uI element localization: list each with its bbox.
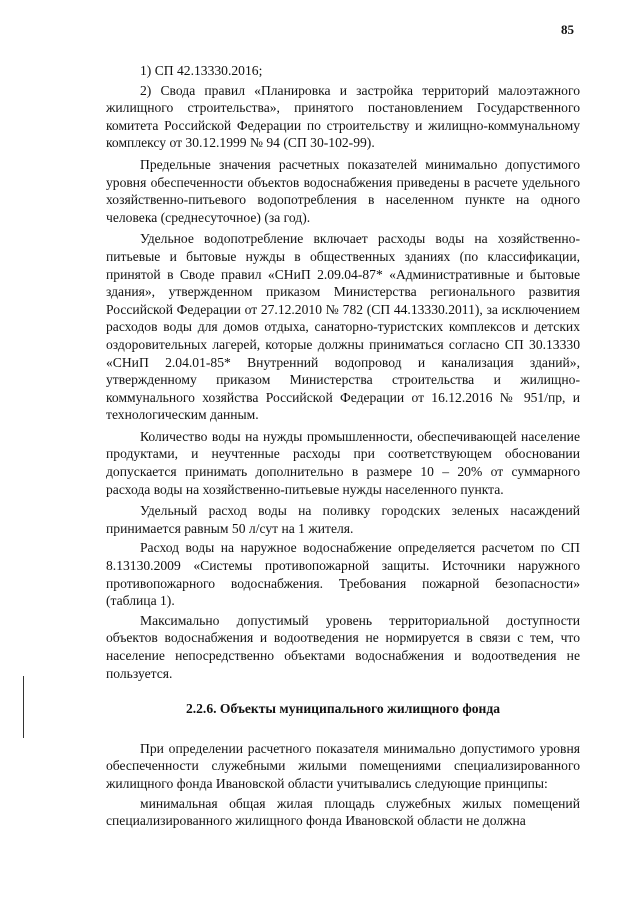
paragraph-polivka: Удельный расход воды на поливку городских зеленых насаждений принимается равным 50 л/сут на 1 жителя. <box>106 503 580 536</box>
paragraph-minimalnaya-ploshchad: минимальная общая жилая площадь служебных жилых помещений специализированного жилищного фонда Ивановской области не должна <box>106 795 580 829</box>
paragraph-kolichestvo-vody: Количество воды на нужды промышленности, обеспечивающей население продуктами, и неучтенные расходы при соответствующем обосновании допускается принимать дополнительно в размере 10 – 20% от суммарного расхода воды на хозяйственно-питьевые нужды населенного пункта. <box>106 428 580 497</box>
paragraph-territorialnaya-dostupnost: Максимально допустимый уровень территориальной доступности объектов водоснабжения и водоотведения не нормируется в связи с тем, что население непосредственно объектами водоснабжения и водоотведения не пользуется. <box>106 612 580 681</box>
page-number: 85 <box>561 22 574 37</box>
paragraph-udelnoe-vodopotreblenie: Удельное водопотребление включает расходы воды на хозяйственно-питьевые и бытовые нужды в общественных зданиях (по классификации, принятой в Своде правил «СНиП 2.09.04-87* «Административные и бытовые здания», утвержденном приказом Министерства регионального развития Российской Федерации от 27.12.2010 № 782 (СП 44.13330.2011), за исключением расходов воды для домов отдыха, санаторно-туристских комплексов и детских оздоровительных лагерей, которые должны приниматься согласно СП 30.13330 «СНиП 2.04.01-85* Внутренний водопровод и канализация зданий», утвержденному приказом Министерства строительства и жилищно-коммунального хозяйства Российской Федерации от 16.12.2016 № 951/пр, и технологическим данным. <box>106 231 580 423</box>
margin-mark <box>23 676 24 738</box>
paragraph-svod-pravil: 2) Свода правил «Планировка и застройка территорий малоэтажного жилищного строительства», принятого постановлением Государственного комитета Российской Федерации по строительству и жилищно-коммунальному комплексу от 30.12.1999 № 94 (СП 30-102-99). <box>106 82 580 151</box>
paragraph-predelnye: Предельные значения расчетных показателей минимально допустимого уровня обеспеченности объектов водоснабжения приведены в расчете удельного хозяйственно-питьевого водопотребления в населенном пункте на одного человека (среднесуточное) (за год). <box>106 156 580 225</box>
document-body <box>106 62 580 832</box>
section-heading: 2.2.6. Объекты муниципального жилищного фонда <box>185 701 501 717</box>
paragraph-pri-opredelenii: При определении расчетного показателя минимально допустимого уровня обеспеченности служебными жилыми помещениями специализированного жилищного фонда Ивановской области учитывались следующие принципы: <box>106 740 580 791</box>
paragraph-sp-42: 1) СП 42.13330.2016; <box>140 63 263 78</box>
paragraph-naruzhnoe-vodosnabzhenie: Расход воды на наружное водоснабжение определяется расчетом по СП 8.13130.2009 «Системы противопожарной защиты. Источники наружного противопожарного водоснабжения. Требования пожарной безопасности» (таблица 1). <box>106 540 580 609</box>
